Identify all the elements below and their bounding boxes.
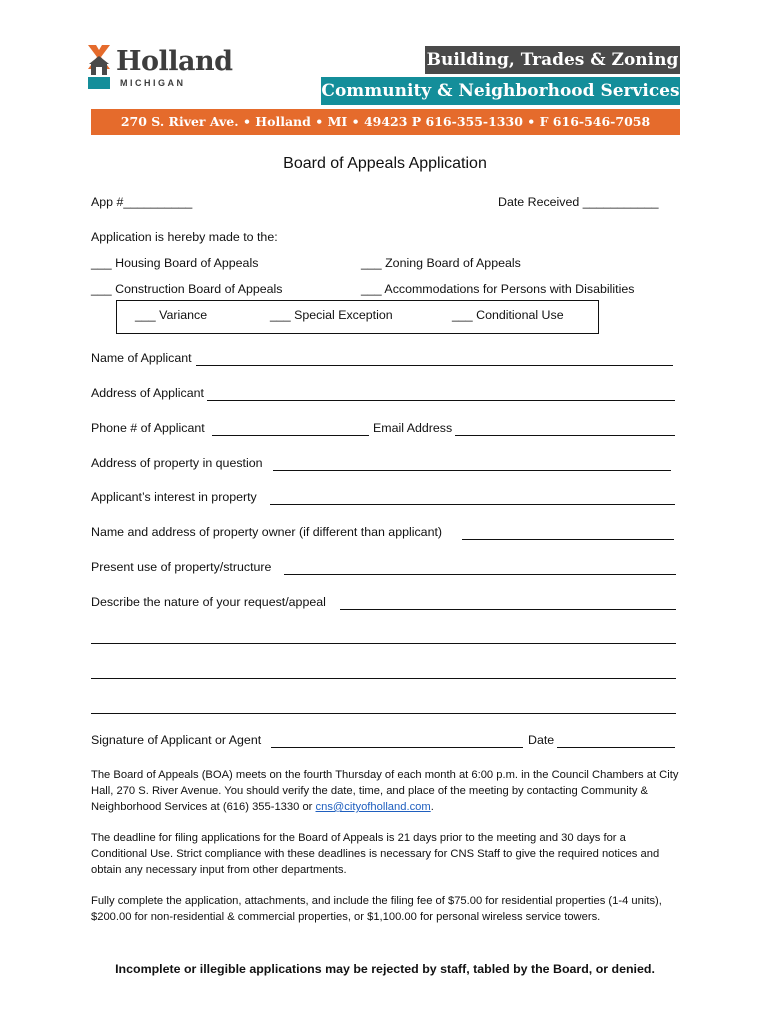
address-banner: 270 S. River Ave. • Holland • MI • 49423 P 616-355-1330 • F 616-546-7058 cns@cityofholland.com xyxy=(91,109,680,135)
name-input-line[interactable] xyxy=(196,365,673,366)
phone-label: Phone # of Applicant xyxy=(91,421,205,435)
describe-input-line-3[interactable] xyxy=(91,678,676,679)
option-construction-board[interactable]: ___ Construction Board of Appeals xyxy=(91,282,283,296)
describe-input-line-2[interactable] xyxy=(91,643,676,644)
holland-logo-icon xyxy=(88,45,110,89)
department-banner: Building, Trades & Zoning xyxy=(425,46,680,74)
address-input-line[interactable] xyxy=(207,400,675,401)
owner-label: Name and address of property owner (if different than applicant) xyxy=(91,525,443,539)
email-link[interactable]: cns@cityofholland.com xyxy=(315,801,431,813)
rejection-warning: Incomplete or illegible applications may be rejected by staff, tabled by the Board, or denied. xyxy=(115,962,655,976)
email-label: Email Address xyxy=(373,421,453,435)
email-input-line[interactable] xyxy=(455,435,675,436)
property-address-label: Address of property in question xyxy=(91,456,263,470)
signature-input-line[interactable] xyxy=(271,747,523,748)
option-conditional-use[interactable]: ___ Conditional Use xyxy=(452,308,564,322)
logo-wordmark: Holland xyxy=(116,46,233,77)
division-banner: Community & Neighborhood Services xyxy=(321,77,680,105)
deadline-paragraph: The deadline for filing applications for the Board of Appeals is 21 days prior to the meeting and 30 days for a Conditional Use. Strict compliance with these deadlines is necessary for CNS Staff to give the required notices and obtain any necessary input from other departments. xyxy=(91,832,660,876)
signature-label: Signature of Applicant or Agent xyxy=(91,733,262,747)
option-housing-board[interactable]: ___ Housing Board of Appeals xyxy=(91,256,259,270)
fee-paragraph: Fully complete the application, attachments, and include the filing fee of $75.00 for residential properties (1-4 units), $200.00 for non-residential & commercial properties, or $1,100.00 for personal wireless service towers. xyxy=(91,895,662,923)
option-variance[interactable]: ___ Variance xyxy=(135,308,208,322)
signature-date-label: Date xyxy=(528,733,555,747)
interest-input-line[interactable] xyxy=(270,504,675,505)
signature-date-input-line[interactable] xyxy=(557,747,675,748)
option-accommodations[interactable]: ___ Accommodations for Persons with Disabilities xyxy=(361,282,635,296)
describe-input-line[interactable] xyxy=(340,609,676,610)
page-title: Board of Appeals Application xyxy=(283,155,487,172)
option-zoning-board[interactable]: ___ Zoning Board of Appeals xyxy=(361,256,521,270)
describe-input-line-4[interactable] xyxy=(91,713,676,714)
describe-label: Describe the nature of your request/appeal xyxy=(91,595,326,609)
meeting-info-paragraph: The Board of Appeals (BOA) meets on the fourth Thursday of each month at 6:00 p.m. in the Council Chambers at City Hall, 270 S. River Avenue. You should verify the date, time, and place of the meeting by contacting Community & Neighborhood Services at (616) 355-1330 or cns@cityofholland.com. xyxy=(91,769,679,813)
phone-input-line[interactable] xyxy=(212,435,369,436)
property-address-input-line[interactable] xyxy=(273,470,671,471)
address-label: Address of Applicant xyxy=(91,386,204,400)
option-special-exception[interactable]: ___ Special Exception xyxy=(270,308,393,322)
name-label: Name of Applicant xyxy=(91,351,192,365)
logo-subtitle: MICHIGAN xyxy=(120,78,186,88)
date-received-field[interactable]: Date Received ___________ xyxy=(498,195,659,209)
present-use-input-line[interactable] xyxy=(284,574,676,575)
app-number-field[interactable]: App #__________ xyxy=(91,195,193,209)
application-intro: Application is hereby made to the: xyxy=(91,230,278,244)
present-use-label: Present use of property/structure xyxy=(91,560,272,574)
owner-input-line[interactable] xyxy=(462,539,674,540)
interest-label: Applicant’s interest in property xyxy=(91,490,257,504)
